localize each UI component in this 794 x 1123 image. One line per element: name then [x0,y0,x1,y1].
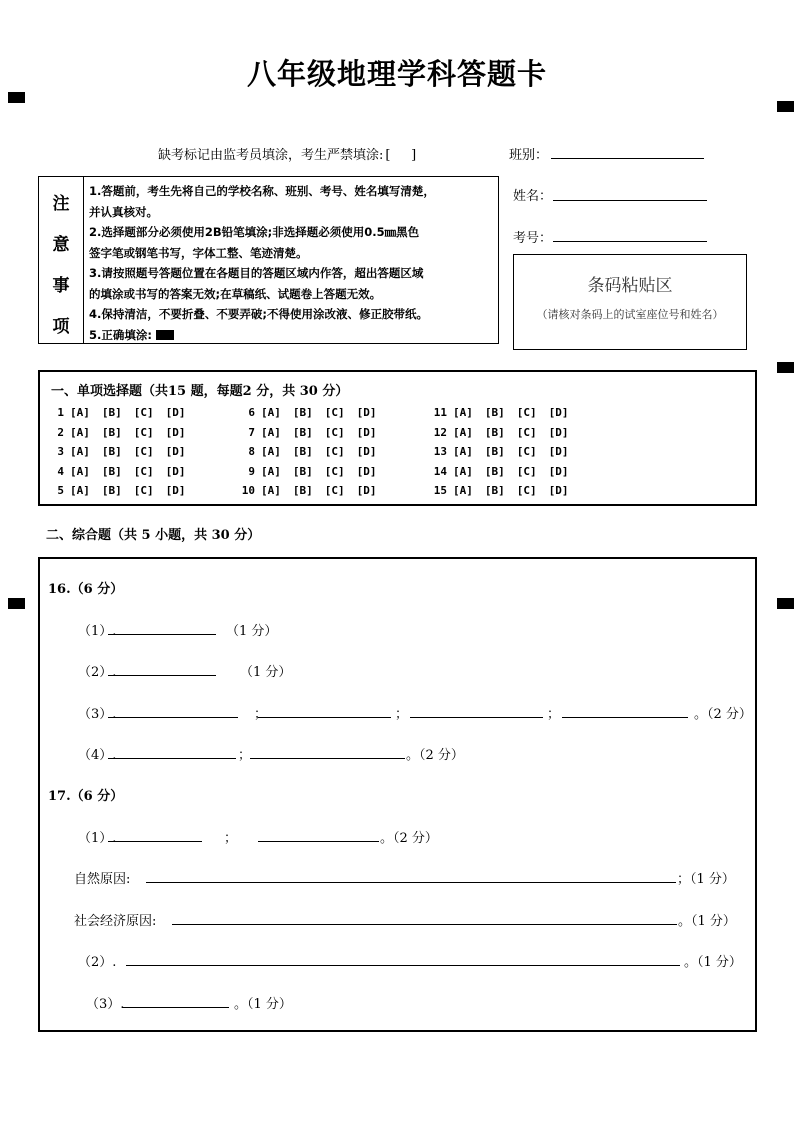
mc-option-bubble[interactable]: [B] [292,445,313,459]
q16-label: 16.（6 分） [48,582,124,597]
mc-option-bubble[interactable]: [D] [165,484,186,498]
natural-cause-label: 自然原因: [74,872,131,887]
q17-2-score: 。（1 分） [684,955,742,970]
mc-question-number: 5 [57,484,64,498]
mc-option-bubble[interactable]: [A] [261,464,281,478]
mc-option-bubble[interactable]: [B] [101,406,122,420]
notice-line: 并认真核对。 [89,204,158,219]
registration-mark [777,598,794,609]
mc-option-bubble[interactable]: [C] [324,425,345,439]
mc-option-bubble[interactable]: [A] [261,484,281,498]
q16-3-sep: ； [254,707,268,722]
absent-mark-note [158,144,416,163]
q17-1-prefix: （1）. [78,831,117,846]
natural-cause-score: ；（1 分） [677,872,735,887]
mc-question-number: 9 [248,464,255,478]
correct-fill-sample [156,330,174,340]
mc-option-bubble[interactable]: [B] [101,445,122,459]
mc-question-number: 11 [433,406,447,420]
mc-option-bubble[interactable]: [C] [133,464,154,478]
mc-question-number: 15 [433,484,447,498]
mc-option-bubble[interactable]: [C] [516,445,537,459]
mc-option-bubble[interactable]: [A] [261,425,281,439]
q16-4-sep: ； [238,748,252,763]
mc-question-number: 4 [57,464,64,478]
mc-option-bubble[interactable]: [A] [453,406,473,420]
barcode-title: 条码粘贴区 [587,276,673,296]
notice-line: 的填涂或书写的答案无效;在草稿纸、试题卷上答题无效。 [89,286,382,301]
mc-question-row [233,423,389,443]
mc-option-bubble[interactable]: [D] [165,445,186,459]
mc-option-bubble[interactable]: [A] [70,464,90,478]
mc-option-bubble[interactable]: [A] [453,445,473,459]
name-label: 姓名： [513,189,553,204]
mc-column [42,403,198,501]
q16-3-answer-b[interactable] [258,717,391,718]
mc-option-bubble[interactable]: [C] [133,445,154,459]
mc-option-bubble[interactable]: [D] [548,464,569,478]
mc-question-row [425,403,581,423]
class-label: 班别： [509,148,549,163]
q17-1-sep: ； [224,831,238,846]
section2-heading: 二、综合题（共 5 小题，共 30 分） [46,528,261,543]
q17-1-answer-b[interactable] [258,841,379,842]
exam-no-label: 考号： [513,231,553,246]
notice-heading: 注 意 事 项 [39,177,84,343]
mc-option-bubble[interactable]: [C] [516,484,537,498]
q16-3-answer-d[interactable] [562,717,688,718]
mc-question-row [42,481,198,501]
mc-option-bubble[interactable]: [B] [101,425,122,439]
mc-option-bubble[interactable]: [D] [165,425,186,439]
mc-option-bubble[interactable]: [B] [292,464,313,478]
q16-2-score: （1 分） [240,665,292,680]
mc-option-bubble[interactable]: [B] [484,484,505,498]
mc-option-bubble[interactable]: [B] [292,406,313,420]
q16-4-answer-b[interactable] [250,758,405,759]
mc-option-bubble[interactable]: [A] [261,406,281,420]
q16-1-prefix: （1）. [78,624,117,639]
registration-mark [8,598,25,609]
social-cause-answer[interactable] [172,924,677,925]
absent-mark-box[interactable]: [ ] [385,148,417,163]
q17-3-score: 。（1 分） [234,997,292,1012]
mc-column [233,403,389,501]
q16-3-sep: ； [395,707,409,722]
mc-option-bubble[interactable]: [A] [70,484,90,498]
mc-option-bubble[interactable]: [D] [356,445,377,459]
mc-option-bubble[interactable]: [D] [548,484,569,498]
notice-box [38,176,499,344]
q16-2-prefix: （2）. [78,665,117,680]
mc-option-bubble[interactable]: [C] [133,406,154,420]
mc-question-number: 6 [248,406,255,420]
social-cause-score: 。（1 分） [678,914,736,929]
q17-3-answer[interactable] [122,1007,229,1008]
mc-question-number: 2 [57,425,64,439]
q17-3-prefix: （3）. [86,997,125,1012]
q16-1-score: （1 分） [226,624,278,639]
mc-option-bubble[interactable]: [C] [516,406,537,420]
mc-option-bubble[interactable]: [C] [516,464,537,478]
mc-question-number: 13 [433,445,447,459]
mc-option-bubble[interactable]: [A] [70,445,90,459]
mc-question-row [425,462,581,482]
mc-question-number: 14 [433,464,447,478]
mc-column [425,403,581,501]
mc-question-row [425,423,581,443]
mc-question-row [233,481,389,501]
mc-option-bubble[interactable]: [C] [133,425,154,439]
q17-2-answer[interactable] [126,965,680,966]
mc-option-bubble[interactable]: [D] [165,464,186,478]
mc-question-number: 1 [57,406,64,420]
mc-option-bubble[interactable]: [B] [101,484,122,498]
mc-question-row [233,442,389,462]
absent-note-text: 缺考标记由监考员填涂，考生严禁填涂: [158,148,384,163]
mc-option-bubble[interactable]: [C] [324,464,345,478]
mc-option-bubble[interactable]: [B] [292,484,313,498]
registration-mark [8,92,25,103]
mc-question-row [42,403,198,423]
mc-option-bubble[interactable]: [A] [453,484,473,498]
q16-3-sep: ； [547,707,561,722]
q16-4-prefix: （4）. [78,748,117,763]
q16-4-answer-a[interactable] [108,758,236,759]
mc-option-bubble[interactable]: [B] [101,464,122,478]
q16-4-score: 。（2 分） [406,748,464,763]
mc-option-bubble[interactable]: [D] [356,406,377,420]
mc-question-row [42,423,198,443]
mc-option-bubble[interactable]: [A] [453,464,473,478]
exam-no-field[interactable] [553,241,707,242]
mc-option-bubble[interactable]: [C] [516,425,537,439]
social-cause-label: 社会经济原因: [74,914,157,929]
mc-option-bubble[interactable]: [A] [261,445,281,459]
mc-option-bubble[interactable]: [D] [165,406,186,420]
mc-option-bubble[interactable]: [B] [484,464,505,478]
mc-question-number: 8 [248,445,255,459]
mc-question-number: 12 [433,425,447,439]
q16-2-answer[interactable] [108,675,216,676]
barcode-area [513,254,747,350]
mc-option-bubble[interactable]: [B] [484,425,505,439]
mc-question-row [42,442,198,462]
mc-option-bubble[interactable]: [A] [453,425,473,439]
notice-line: 5.正确填涂: [89,325,494,346]
mc-option-bubble[interactable]: [A] [70,406,90,420]
mc-question-row [233,462,389,482]
mc-question-row [425,442,581,462]
mc-option-bubble[interactable]: [C] [133,484,154,498]
mc-question-row [233,403,389,423]
mc-question-number: 10 [241,484,255,498]
composite-section [38,557,757,1032]
barcode-subtitle: （请核对条码上的试室座位号和姓名） [536,308,724,321]
q16-3-score: 。（2 分） [694,707,752,722]
mc-option-bubble[interactable]: [D] [548,425,569,439]
q17-1-answer-a[interactable] [108,841,202,842]
q16-1-answer[interactable] [108,634,216,635]
mc-question-number: 3 [57,445,64,459]
q16-3-answer-a[interactable] [108,717,238,718]
q16-3-answer-c[interactable] [410,717,543,718]
notice-line: 4.保持清洁，不要折叠、不要弄破;不得使用涂改液、修正胶带纸。 [89,307,428,321]
notice-line: 签字笔或钢笔书写，字体工整、笔迹清楚。 [89,245,308,260]
mc-option-bubble[interactable]: [D] [356,464,377,478]
multiple-choice-section [38,370,757,506]
q17-1-score: 。（2 分） [380,831,438,846]
mc-option-bubble[interactable]: [C] [324,406,345,420]
mc-option-bubble[interactable]: [B] [292,425,313,439]
name-field[interactable] [553,200,707,201]
mc-question-row [425,481,581,501]
notice-line: 3.请按照题号答题位置在各题目的答题区域内作答，超出答题区域 [89,266,424,280]
notice-line: 2.选择题部分必须使用2B铅笔填涂;非选择题必须使用0.5㎜黑色 [89,225,420,239]
registration-mark [777,101,794,112]
mc-option-bubble[interactable]: [D] [548,445,569,459]
page-title: 八年级地理学科答题卡 [246,57,547,91]
q17-label: 17.（6 分） [48,789,124,804]
mc-option-bubble[interactable]: [A] [70,425,90,439]
q17-2-prefix: （2）. [78,955,117,970]
q16-3-prefix: （3）. [78,707,117,722]
section1-heading: 一、单项选择题（共15 题，每题2 分，共 30 分） [51,384,349,399]
mc-option-bubble[interactable]: [B] [484,445,505,459]
mc-option-bubble[interactable]: [D] [548,406,569,420]
notice-line: 1.答题前，考生先将自己的学校名称、班别、考号、姓名填写清楚， [89,184,435,198]
mc-option-bubble[interactable]: [C] [324,445,345,459]
mc-question-row [42,462,198,482]
mc-option-bubble[interactable]: [D] [356,425,377,439]
mc-option-bubble[interactable]: [C] [324,484,345,498]
registration-mark [777,362,794,373]
mc-option-bubble[interactable]: [D] [356,484,377,498]
notice-body [89,181,494,345]
natural-cause-answer[interactable] [146,882,676,883]
mc-question-number: 7 [248,425,255,439]
class-field[interactable] [551,158,704,159]
mc-option-bubble[interactable]: [B] [484,406,505,420]
